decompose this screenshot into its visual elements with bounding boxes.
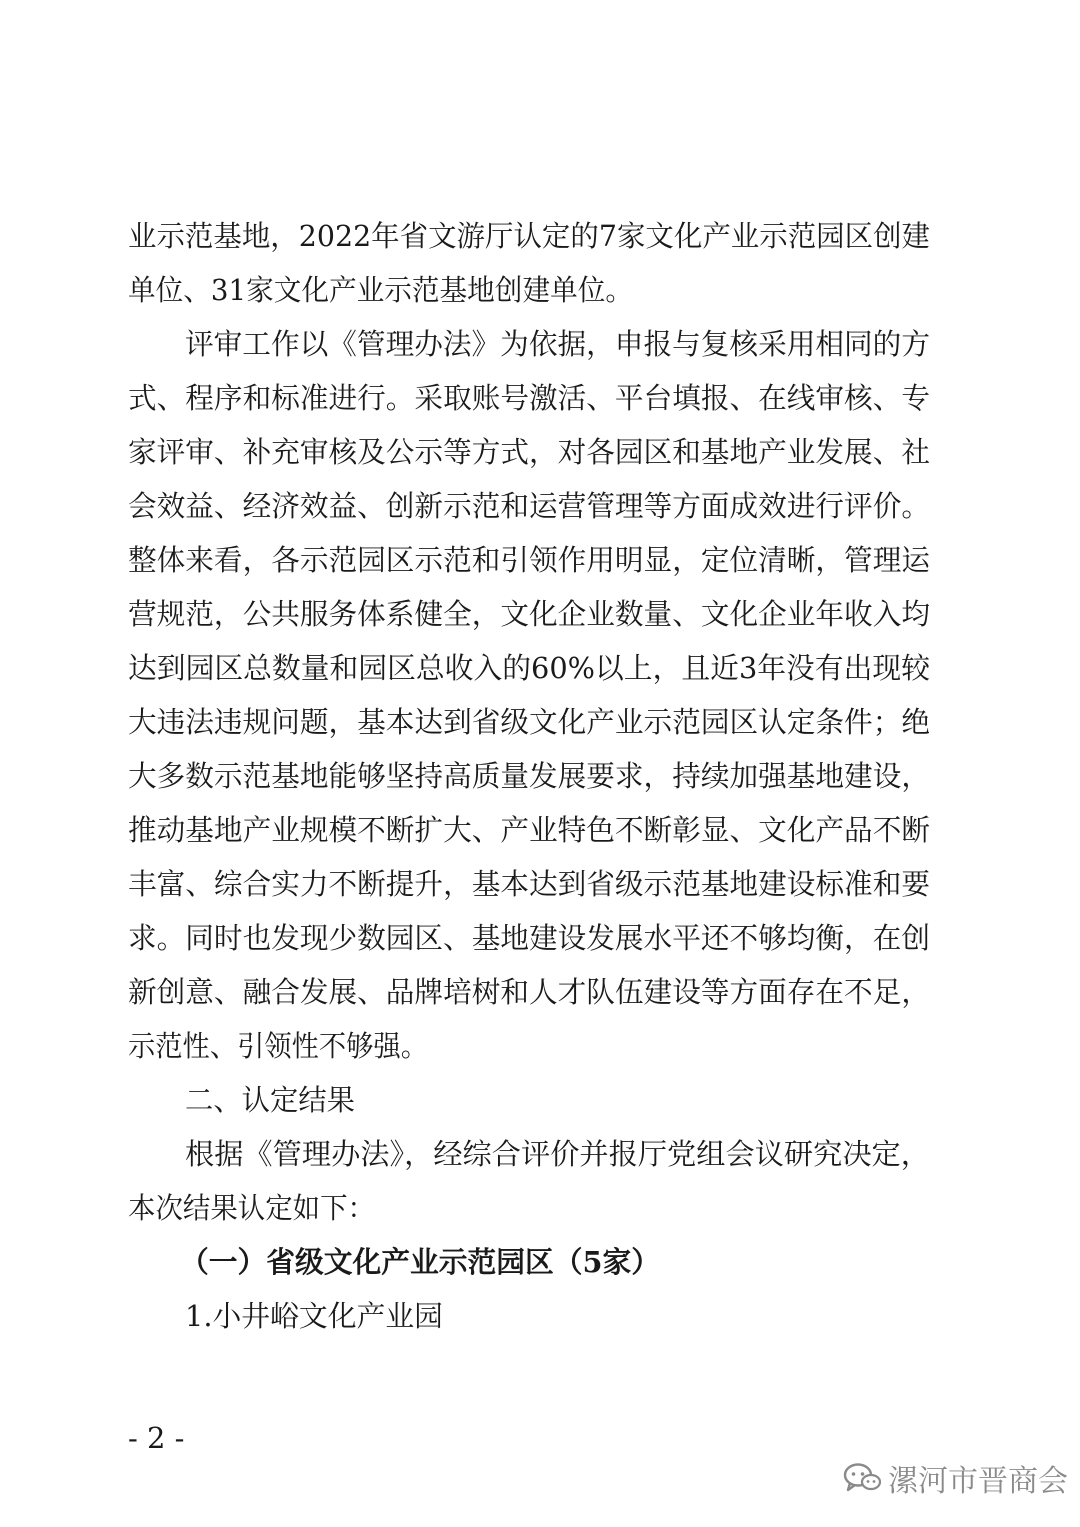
text-line: [0, 1296, 1080, 1336]
paragraph-text: 推动基地产业规模不断扩大、产业特色不断彰显、文化产品不断: [128, 813, 930, 847]
paragraph-text: 营规范，公共服务体系健全，文化企业数量、文化企业年收入均: [128, 597, 930, 631]
text-line: [0, 1134, 1080, 1174]
text-line: [0, 378, 1080, 418]
text-line: [0, 756, 1080, 796]
paragraph-text: 整体来看，各示范园区示范和引领作用明显，定位清晰，管理运: [128, 543, 930, 577]
paragraph-text: 家评审、补充审核及公示等方式，对各园区和基地产业发展、社: [128, 435, 930, 469]
paragraph-text: 式、程序和标准进行。采取账号激活、平台填报、在线审核、专: [128, 381, 930, 415]
text-line: [0, 1026, 1080, 1066]
text-line: [0, 702, 1080, 742]
page-number: - 2 -: [128, 1421, 185, 1455]
paragraph-text: 本次结果认定如下：: [128, 1191, 375, 1225]
text-line: [0, 216, 1080, 256]
paragraph-text: 业示范基地，2022年省文游厅认定的7家文化产业示范园区创建: [128, 219, 930, 253]
text-line: [0, 270, 1080, 310]
text-line: [0, 540, 1080, 580]
paragraph-text: 大违法违规问题，基本达到省级文化产业示范园区认定条件；绝: [128, 705, 930, 739]
text-line: [0, 486, 1080, 526]
paragraph-text: 新创意、融合发展、品牌培树和人才队伍建设等方面存在不足，: [128, 975, 930, 1009]
paragraph-text: 示范性、引领性不够强。: [128, 1029, 428, 1063]
watermark: [842, 1456, 1068, 1500]
paragraph-text: 大多数示范基地能够坚持高质量发展要求，持续加强基地建设，: [128, 759, 930, 793]
paragraph-text: 根据《管理办法》，经综合评价并报厅党组会议研究决定，: [185, 1137, 930, 1171]
text-line: [0, 972, 1080, 1012]
text-line: [0, 1188, 1080, 1228]
paragraph-text: 单位、31家文化产业示范基地创建单位。: [128, 273, 633, 307]
text-line: [0, 324, 1080, 364]
text-line: [0, 432, 1080, 472]
text-line: [0, 1080, 1080, 1120]
paragraph-text: 会效益、经济效益、创新示范和运营管理等方面成效进行评价。: [128, 489, 930, 523]
text-line: [0, 1242, 1080, 1282]
text-line: [0, 810, 1080, 850]
paragraph-text: 丰富、综合实力不断提升，基本达到省级示范基地建设标准和要: [128, 867, 930, 901]
wechat-official-account-icon: [842, 1461, 882, 1495]
paragraph-text: 求。同时也发现少数园区、基地建设发展水平还不够均衡，在创: [128, 921, 930, 955]
watermark-text: 漯河市晋商会: [888, 1464, 1068, 1499]
section-heading: 二、认定结果: [185, 1083, 355, 1117]
paragraph-text: 达到园区总数量和园区总收入的60%以上，且近3年没有出现较: [128, 651, 930, 685]
text-line: [0, 918, 1080, 958]
text-line: [0, 648, 1080, 688]
list-item: 1.小井峪文化产业园: [185, 1299, 443, 1333]
subsection-heading: （一）省级文化产业示范园区（5家）: [180, 1245, 660, 1279]
paragraph-text: 评审工作以《管理办法》为依据，申报与复核采用相同的方: [185, 327, 930, 361]
text-line: [0, 594, 1080, 634]
text-line: [0, 864, 1080, 904]
